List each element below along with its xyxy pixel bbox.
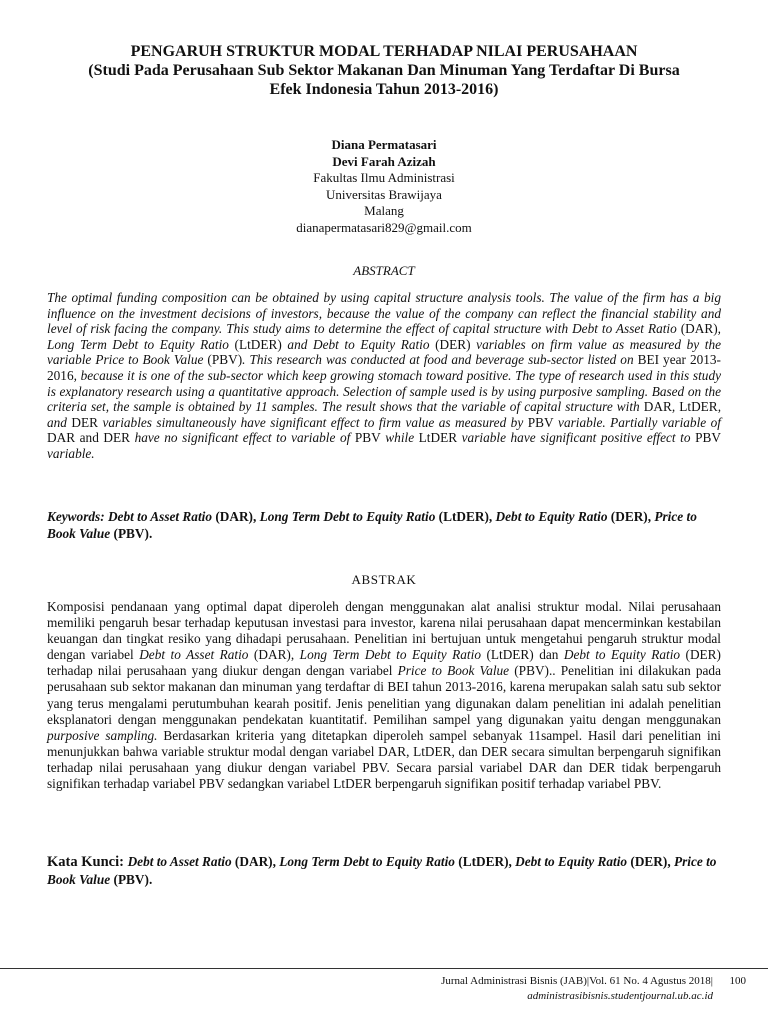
- abstract-term: (LtDER): [234, 336, 282, 352]
- keyword-abbr: (LtDER),: [435, 509, 496, 524]
- abstract-term: DAR: [643, 399, 672, 415]
- author-city: Malang: [364, 203, 404, 218]
- keyword-abbr: (PBV).: [110, 526, 153, 541]
- abstract-term: PBV: [354, 430, 381, 446]
- footer-divider: [0, 968, 768, 969]
- abstract-text: variables simultaneously have significant effect to firm value as measured by: [98, 414, 528, 430]
- kata-kunci-term: Long Term Debt to Equity Ratio: [279, 854, 455, 869]
- paper-title: [40, 42, 728, 99]
- abstract-text: , Long Term Debt to Equity Ratio: [47, 321, 721, 352]
- keywords: [47, 508, 721, 542]
- author-email: dianapermatasari829@gmail.com: [296, 219, 472, 235]
- abstrak-text: (PBV).. Penelitian ini dilakukan pada perusahaan sub sektor makanan dan minuman yang terdaftar di BEI tahun 2013-2016, karena merupakan salah satu sub sektor yang terus mengalami perutumbuhan kearah positif. Jenis penelitian yang digunakan dalam penelitian ini adalah penelitian eksplanatori dengan menggunakan pendekatan kuantitatif. Pemilihan sampel yang digunakan yaitu dengan menggunakan: [47, 663, 721, 727]
- abstrak-text: Komposisi pendanaan yang optimal dapat diperoleh dengan menggunakan alat analisi struktur modal. Nilai perusahaan memiliki pengaruh besar terhadap keputusan investasi para investor, karena nilai perusahaan dapat mencerminkan kestabilan keuangan dan tingkat resiko yang dihadapi perusahaan. Penelitian ini bertujuan untuk mengetahui pengaruh struktur modal dengan variabel: [47, 599, 721, 663]
- abstract-text: ,: [671, 399, 676, 415]
- abstrak-term: Debt to Asset Ratio: [139, 647, 249, 663]
- keyword-term: Debt to Asset Ratio: [107, 509, 212, 524]
- abstrak-body: [47, 599, 721, 792]
- abstract-term: DAR: [47, 430, 76, 446]
- abstract-term: BEI year 2013-2016: [47, 352, 721, 383]
- abstract-text: while: [380, 430, 419, 446]
- abstract-text: , and: [47, 399, 722, 430]
- kata-kunci-abbr: (PBV).: [110, 872, 153, 887]
- author-university: Universitas Brawijaya: [326, 186, 442, 202]
- abstrak-text: (DAR),: [248, 647, 300, 663]
- abstract-text: variable. Partially variable of: [553, 414, 721, 430]
- keyword-abbr: (DAR),: [212, 509, 260, 524]
- author-block: [40, 137, 728, 236]
- kata-kunci-term: Price to Book Value: [47, 854, 717, 887]
- abstrak-heading: ABSTRAK: [351, 572, 417, 587]
- abstrak-term: Long Term Debt to Equity Ratio: [299, 647, 481, 663]
- keyword-term: Long Term Debt to Equity Ratio: [259, 509, 436, 524]
- abstract-term: (DER): [435, 336, 471, 352]
- kata-kunci-term: Debt to Equity Ratio: [515, 854, 628, 869]
- abstract-text: have no significant effect to variable of: [130, 430, 355, 446]
- abstract-text: . This research was conducted at food and beverage sub-sector listed on: [242, 352, 638, 368]
- keyword-abbr: (DER),: [607, 509, 655, 524]
- abstract-term: PBV: [695, 430, 721, 446]
- kata-kunci-abbr: (LtDER),: [454, 854, 516, 869]
- abstract-term: (DAR): [680, 321, 718, 337]
- kata-kunci-term: Debt to Asset Ratio: [127, 854, 232, 869]
- keyword-term: Price to Book Value: [47, 509, 697, 541]
- title-line-1: PENGARUH STRUKTUR MODAL TERHADAP NILAI PERUSAHAAN: [130, 43, 638, 60]
- abstrak-term: purposive sampling.: [47, 727, 158, 743]
- page-number: 100: [729, 975, 746, 987]
- kata-kunci: [47, 853, 721, 888]
- abstrak-text: (DER) terhadap nilai perusahaan yang diukur dengan dengan variabel: [47, 647, 721, 679]
- abstract-body: [47, 290, 721, 462]
- abstract-text: variable.: [47, 445, 95, 461]
- abstract-term: (PBV): [207, 352, 243, 368]
- abstract-text: and: [75, 430, 104, 446]
- abstract-term: DER: [103, 430, 131, 446]
- abstract-term: LtDER: [679, 399, 718, 415]
- kata-kunci-abbr: (DAR),: [231, 854, 280, 869]
- title-line-2: (Studi Pada Perusahaan Sub Sektor Makanan Dan Minuman Yang Terdaftar Di Bursa: [88, 62, 680, 79]
- abstrak-term: Debt to Equity Ratio: [563, 647, 681, 663]
- abstract-text: variable have significant positive effect to: [457, 430, 696, 446]
- abstract-text: and Debt to Equity Ratio: [281, 336, 436, 352]
- abstract-term: LtDER: [418, 430, 458, 446]
- footer-journal-info: Jurnal Administrasi Bisnis (JAB)|Vol. 61 No. 4 Agustus 2018|: [441, 975, 713, 987]
- title-line-3: Efek Indonesia Tahun 2013-2016): [269, 81, 499, 98]
- author-faculty: Fakultas Ilmu Administrasi: [313, 170, 455, 185]
- abstract-text: , because it is one of the sub-sector which keep growing stomach toward positive. The type of research used in this study is explanatory research using a quantitative approach. Selection of sample used is by using purposive sampling. Based on the criteria set, the sample is obtained by 11 samples. The result shows that the variable of capital structure with: [47, 367, 721, 415]
- abstract-text: variables on firm value as measured by the variable Price to Book Value: [47, 336, 721, 368]
- abstract-term: PBV: [527, 414, 554, 430]
- abstract-term: DER: [71, 414, 99, 430]
- keywords-label: Keywords:: [47, 509, 108, 524]
- footer-url[interactable]: administrasibisnis.studentjournal.ub.ac.id: [527, 990, 713, 1002]
- author-name-1: Diana Permatasari: [331, 137, 437, 152]
- kata-kunci-label: Kata Kunci:: [47, 854, 128, 870]
- keyword-term: Debt to Equity Ratio: [495, 509, 608, 524]
- abstrak-text: Berdasarkan kriteria yang ditetapkan diperoleh sampel sebanyak 11sampel. Hasil dari penelitian ini menunjukkan bahwa variable struktur modal dengan variabel DAR, LtDER, dan DER secara simultan berpengaruh signifikan terhadap nilai perusahaan yang diukur dengan variabel PBV. Secara parsial variabel DAR dan DER tidak berpengaruh signifikan terhadap variabel PBV sedangkan variabel LtDER berpengaruh signifikan positif terhadap variabel PBV.: [47, 727, 721, 792]
- abstract-heading: ABSTRACT: [353, 263, 415, 278]
- author-name-2: Devi Farah Azizah: [332, 153, 436, 169]
- abstrak-term: Price to Book Value: [397, 663, 510, 679]
- abstrak-text: (LtDER) dan: [480, 647, 564, 663]
- kata-kunci-abbr: (DER),: [627, 854, 674, 869]
- abstract-text: The optimal funding composition can be obtained by using capital structure analysis tools. The value of the firm has a big influence on the investment decisions of investors, because the value of the company can reflect the financial stability and level of risk facing the company. This study aims to determine the effect of capital structure with Debt to Asset Ratio: [47, 290, 721, 337]
